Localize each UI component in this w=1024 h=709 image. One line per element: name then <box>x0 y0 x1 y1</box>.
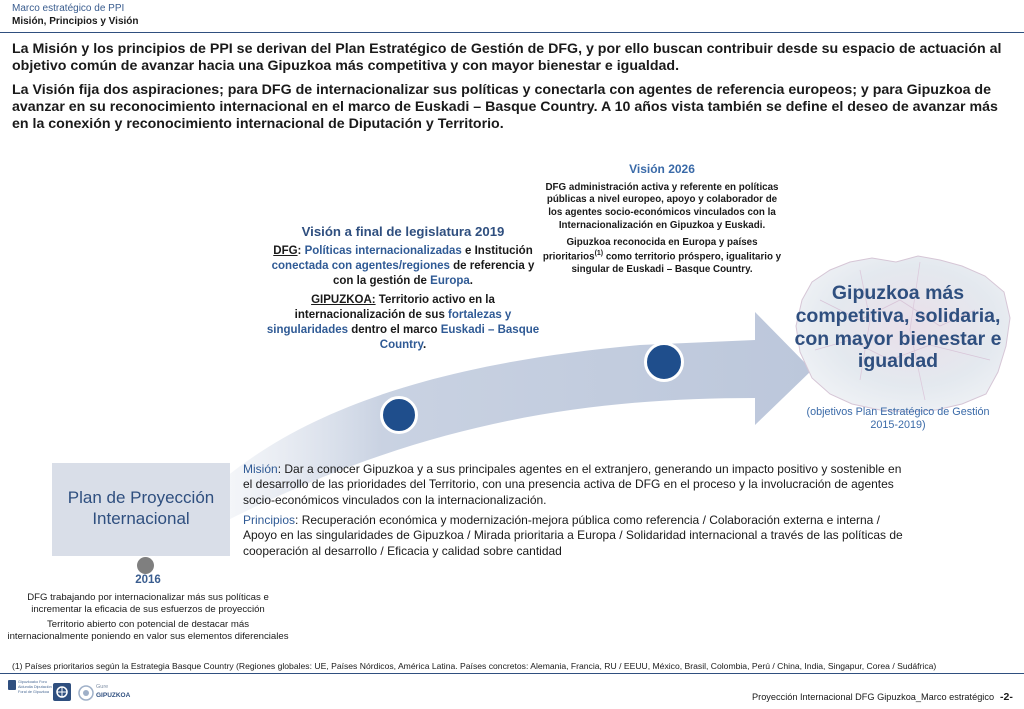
dfg-highlight-2: conectada con agentes/regiones <box>271 260 450 273</box>
plan-title <box>52 488 230 529</box>
gip-text-1: Territorio activo en la internacionalización de sus <box>294 293 495 321</box>
milestone-2016-dot <box>137 557 154 574</box>
plan-title-line-2: Internacional <box>92 508 190 528</box>
dfg-sep: : <box>297 245 305 258</box>
dfg-text-2: de referencia y con la gestión de <box>333 260 535 288</box>
footnote: (1) Países prioritarios según la Estrategia Basque Country (Regiones globales: UE, Países Nórdicos, América Latina. Países concretos: Alemania, Francia, RU / EEUU, México, Brasil, Colombia, Perú / China, India, Singapur, Corea / Sudáfrica) <box>12 661 937 671</box>
dfg-label: DFG <box>273 245 298 258</box>
goal-subtitle: (objetivos Plan Estratégico de Gestión 2015-2019) <box>806 406 990 432</box>
header-section: Marco estratégico de PPI <box>12 3 125 14</box>
principles-body: : Recuperación económica y modernización-mejora pública como referencia / Colaboración externa e interna / Apoyo en las singularidades de Gipuzkoa / Mirada prioritaria a Europa / Solidaridad internacional a través de las políticas de cooperación al desarrollo / Eficacia y calidad sobre cantidad <box>243 513 903 558</box>
principles-text <box>243 513 903 559</box>
mission-text <box>243 462 903 508</box>
vision-2026-dfg: DFG administración activa y referente en políticas públicas a nivel europeo, apoyo y colaborador de los agentes socio-económicos vinculados con la Internacionalización en Gipuzkoa y Euskadi. <box>545 181 779 231</box>
dfg-text-3: . <box>469 275 473 288</box>
principles-label: Principios <box>243 513 296 528</box>
footer-doc-title: Proyección Internacional DFG Gipuzkoa_Marco estratégico <box>752 692 995 702</box>
footer-divider <box>0 673 1024 674</box>
gip-highlight-2: Euskadi – Basque Country <box>379 323 540 351</box>
mission-body: : Dar a conocer Gipuzkoa y a sus principales agentes en el extranjero, generando un impacto positivo y sostenible en el desarrollo de las prioridades del Territorio, con una presencia activa de DFG en el proceso y la involucración de agentes socio-económicos vinculados con la internacionalización. <box>243 462 902 507</box>
vision-2019-title: Visión a final de legislatura 2019 <box>301 224 505 239</box>
intro-paragraph-1: La Misión y los principios de PPI se derivan del Plan Estratégico de Gestión de DFG, y por ello buscan contribuir desde su espacio de actuación al objetivo común de avanzar hacia una Gipuzkoa más competitiva y con mayor bienestar e igualdad. <box>12 41 1002 75</box>
gipuzkoa-label: GIPUZKOA: <box>311 293 376 306</box>
intro-paragraph-2: La Visión fija dos aspiraciones; para DFG de internacionalizar sus políticas y conectarla con agentes de referencia europeos; y para Gipuzkoa de avanzar en su reconocimiento internacional en el marco de Euskadi – Basque Country. A 10 años vista también se define el deseo de avanzar más en la conexión y reconocimiento internacional de Diputación y Territorio. <box>12 81 998 133</box>
logo-gipuzkoa-text: GIPUZKOA <box>96 692 131 699</box>
vision-2026-block <box>542 162 782 281</box>
year-2016-description <box>6 592 290 643</box>
header-subsection: Misión, Principios y Visión <box>12 16 139 27</box>
dfg-text-1: e Institución <box>461 245 533 258</box>
mission-label: Misión <box>243 462 278 476</box>
v2026-text-b: como territorio próspero, igualitario y singular de Euskadi – Basque Country. <box>571 251 782 276</box>
vision-2019-block <box>262 223 544 357</box>
milestone-2019-dot <box>380 396 418 434</box>
page-number: -2- <box>1000 691 1013 703</box>
vision-2019-dfg <box>262 244 544 289</box>
goal-title: Gipuzkoa más competitiva, solidaria, con mayor bienestar e igualdad <box>794 282 1002 373</box>
gip-text-2: dentro el marco <box>348 323 441 336</box>
year-2016-dfg: DFG trabajando por internacionalizar más sus políticas e incrementar la eficacia de sus esfuerzos de proyección <box>27 592 269 615</box>
v2026-text-a: Gipuzkoa reconocida en Europa y países prioritarios <box>542 236 758 263</box>
gip-text-3: . <box>423 338 427 351</box>
mission-principles <box>243 462 903 559</box>
logo-gure-text: Gure <box>96 684 109 690</box>
plan-title-line-1: Plan de Proyección <box>67 488 215 507</box>
vision-2026-gipuzkoa <box>542 237 782 277</box>
year-2016-label: 2016 <box>135 574 161 586</box>
dfg-highlight-3: Europa <box>430 275 470 288</box>
footnote-ref: (1) <box>594 250 604 258</box>
dfg-logo <box>8 680 52 706</box>
milestone-2026-dot <box>644 342 684 382</box>
dfg-logo-text: Gipuzkoako Foru Aldundia Diputación Foral de Gipuzkoa <box>18 680 52 694</box>
emblem-logo <box>52 682 72 702</box>
year-2016-territorio: Territorio abierto con potencial de destacar más internacionalmente poniendo en valor sus elementos diferenciales <box>7 618 289 642</box>
gip-highlight-1: fortalezas y singularidades <box>266 308 512 336</box>
dfg-highlight-1: Políticas internacionalizadas <box>304 245 462 258</box>
vision-2026-title: Visión 2026 <box>629 162 695 176</box>
gure-gipuzkoa-logo <box>78 682 132 704</box>
vision-2019-gipuzkoa <box>262 293 544 353</box>
